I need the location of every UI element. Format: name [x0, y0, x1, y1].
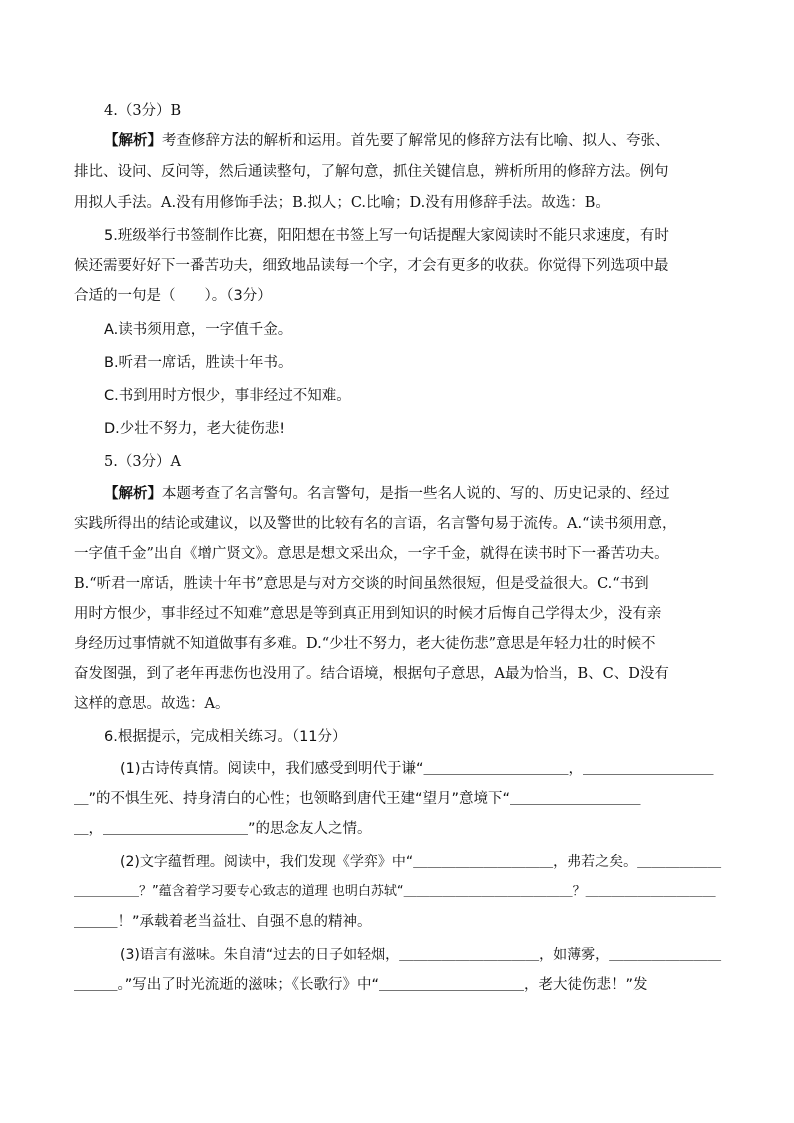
q5-explanation-line-2: 实践所得出的结论或建议，以及警世的比较有名的言语，名言警句易于流传。A.“读书须用意， [74, 516, 677, 532]
q5-stem-line-3: 合适的一句是（ ）。（3分） [74, 288, 272, 304]
q6-part2-line-1: (2)文字蕴哲理。阅读中，我们发现《学弈》中“＿＿＿＿＿＿＿＿＿＿，弗若之矣。＿＿＿＿＿＿ [120, 854, 722, 870]
q5-explanation-line-3: 一字值千金”出自《增广贤文》。意思是想文采出众，一字千金，就得在读书时下一番苦功夫。 [74, 546, 669, 562]
q5-option-c: C.书到用时方恨少，事非经过不知难。 [104, 388, 351, 404]
q5-option-a: A.读书须用意，一字值千金。 [104, 322, 293, 338]
q5-stem-line-1: 5.班级举行书签制作比赛，阳阳想在书签上写一句话提醒大家阅读时不能只求速度，有时 [104, 228, 669, 244]
q5-explanation-line-4: B.“听君一席话，胜读十年书”意思是与对方交谈的时间虽然很短，但是受益很大。C.“书到 [74, 576, 649, 592]
q5-explanation-line-7: 奋发图强，到了老年再悲伤也没用了。结合语境，根据句子意思，A最为恰当，B、C、D没有 [74, 666, 669, 682]
q5-explanation-line-1: 【解析】本题考查了名言警句。名言警句，是指一些名人说的、写的、历史记录的、经过 [104, 486, 670, 502]
q6-part2-line-2: ＿＿＿＿＿？”蕴含着学习要专心致志的道理 也明白苏轼“＿＿＿＿＿＿＿＿＿＿＿＿＿？＿＿＿＿＿＿＿＿＿＿ [74, 884, 716, 899]
q6-part3-line-1: (3)语言有滋味。朱自清“过去的日子如轻烟，＿＿＿＿＿＿＿＿＿＿，如薄雾，＿＿＿＿＿＿＿＿ [120, 947, 722, 963]
q6-part2-line-3: ＿＿＿！”承载着老当益壮、自强不息的精神。 [74, 914, 372, 930]
q5-answer: 5.（3分）A [104, 454, 182, 470]
q6-part3-line-2: ＿＿＿。”写出了时光流逝的滋味；《长歌行》中“＿＿＿＿＿＿＿＿＿＿，老大徒伤悲！”发 [74, 977, 648, 993]
q4-answer: 4.（3分）B [104, 103, 182, 119]
q5-option-d: D.少壮不努力，老大徒伤悲! [104, 421, 286, 437]
q5-explanation-line-5: 用时方恨少，事非经过不知难”意思是等到真正用到知识的时候才后悔自己学得太少，没有亲 [74, 606, 662, 622]
q4-explanation-line-2: 排比、设问、反问等，然后通读整句，了解句意，抓住关键信息，辨析所用的修辞方法。例句 [74, 164, 669, 180]
q4-explanation-line-1: 【解析】考查修辞方法的解析和运用。首先要了解常见的修辞方法有比喻、拟人、夸张、 [104, 133, 670, 149]
q6-part1-line-2: ＿”的不惧生死、持身清白的心性；也领略到唐代王建“望月”意境下“＿＿＿＿＿＿＿＿＿ [74, 791, 641, 807]
q6-part1-line-1: (1)古诗传真情。阅读中，我们感受到明代于谦“＿＿＿＿＿＿＿＿＿＿，＿＿＿＿＿＿＿＿＿ [120, 761, 714, 777]
q5-explanation-line-6: 身经历过事情就不知道做事有多难。D.“少壮不努力，老大徒伤悲”意思是年轻力壮的时候不 [74, 636, 656, 652]
explanation-label: 【解析】 [104, 133, 162, 149]
q6-stem: 6.根据提示，完成相关练习。（11分） [104, 729, 347, 745]
q5-option-b: B.听君一席话，胜读十年书。 [104, 355, 293, 371]
explanation-label: 【解析】 [104, 486, 162, 502]
q5-stem-line-2: 候还需要好好下一番苦功夫，细致地品读每一个字，才会有更多的收获。你觉得下列选项中最 [74, 258, 669, 274]
q6-part1-line-3: ＿，＿＿＿＿＿＿＿＿＿＿”的思念友人之情。 [74, 821, 372, 837]
q4-explanation-line-3: 用拟人手法。A.没有用修饰手法；B.拟人；C.比喻；D.没有用修辞手法。故选：B。 [74, 195, 610, 211]
q5-explanation-line-8: 这样的意思。故选：A。 [74, 696, 230, 712]
